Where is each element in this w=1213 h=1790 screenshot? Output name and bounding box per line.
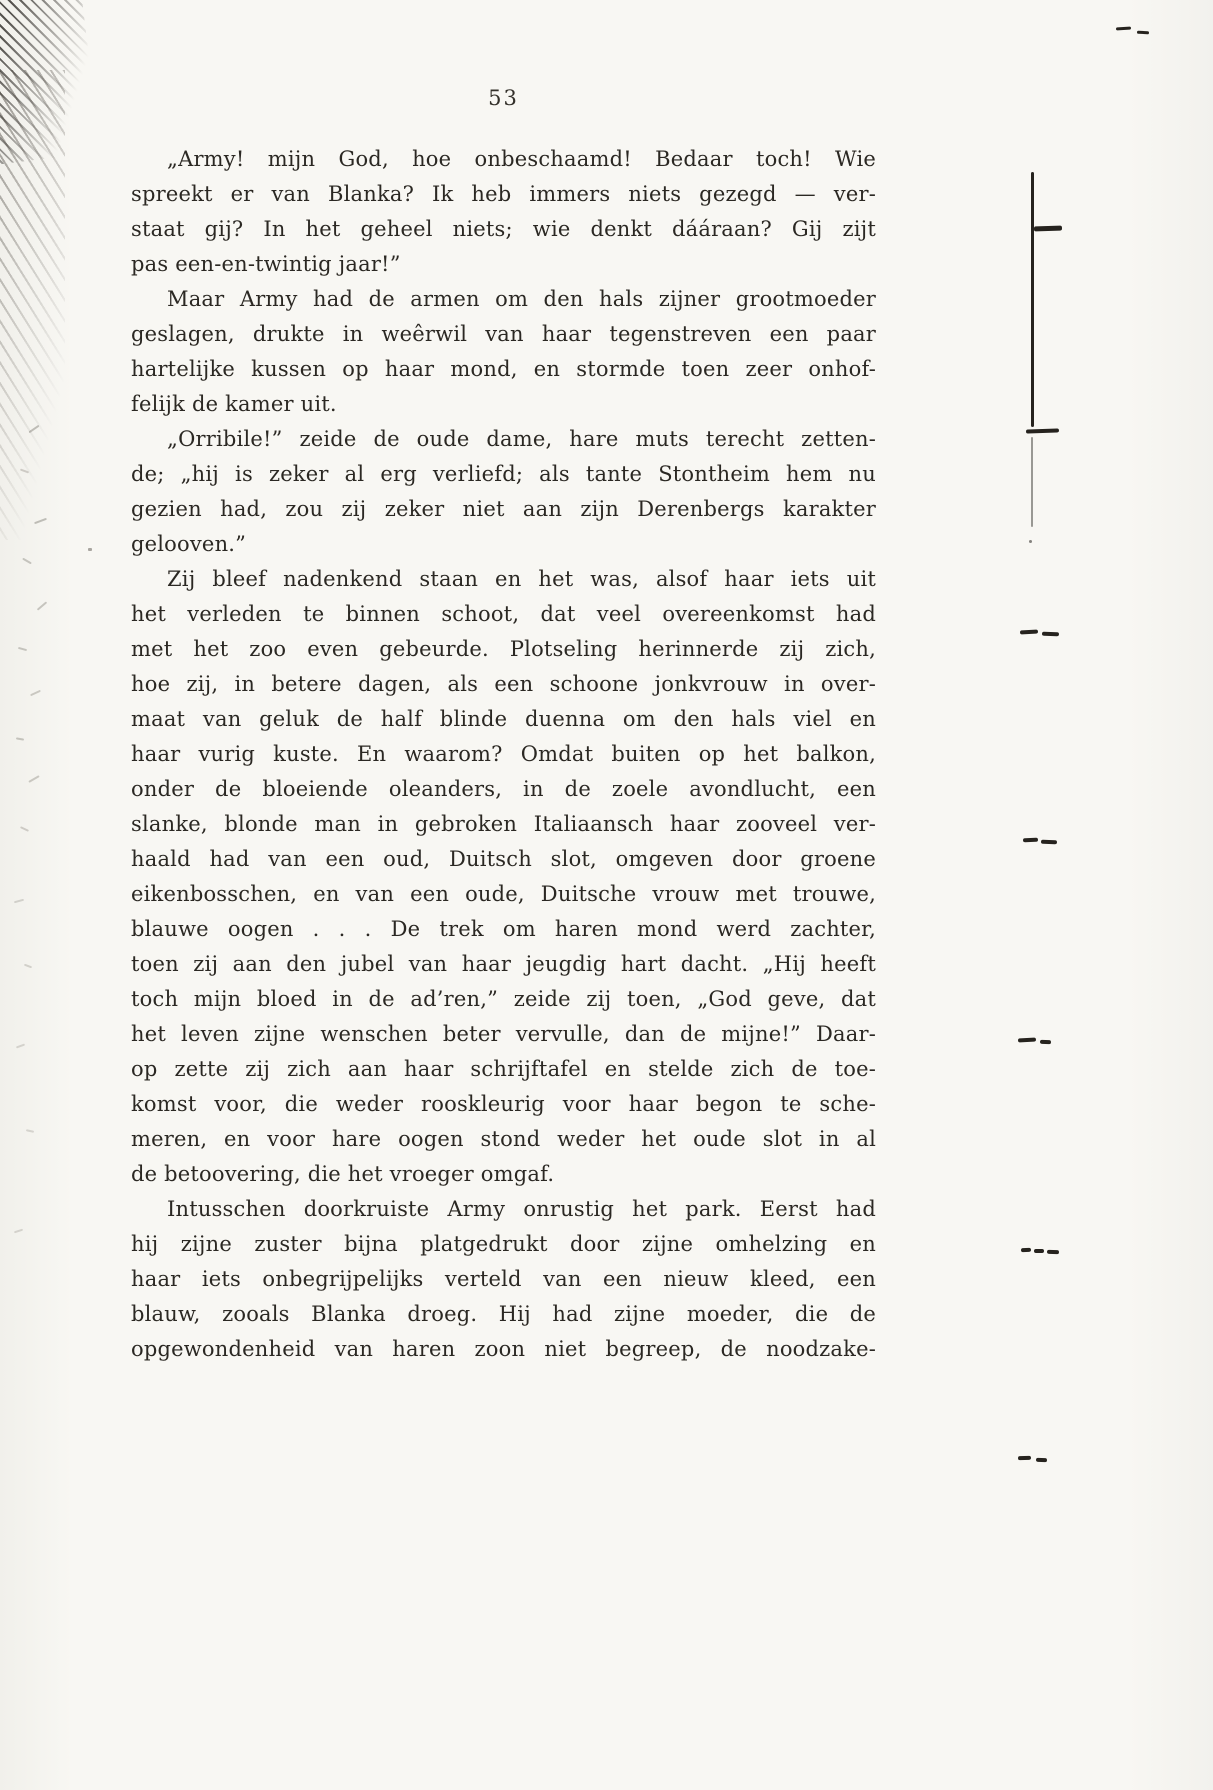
paragraph bbox=[131, 1192, 876, 1367]
page-number: 53 bbox=[488, 86, 519, 110]
text-line: hij zijne zuster bijna platgedrukt door zijne omhelzing en bbox=[131, 1232, 876, 1256]
margin-pencil-mark bbox=[1042, 632, 1059, 637]
margin-pencil-line bbox=[1031, 437, 1033, 527]
margin-pencil-mark bbox=[1034, 226, 1062, 232]
scan-speck bbox=[37, 601, 47, 610]
page-text bbox=[131, 142, 876, 1367]
margin-pencil-line bbox=[1031, 172, 1034, 427]
scan-speck bbox=[24, 964, 32, 969]
margin-pencil-mark bbox=[1018, 1456, 1031, 1460]
text-line: blauwe oogen . . . De trek om haren mond werd zachter, bbox=[131, 917, 876, 941]
text-line: pas een-en-twintig jaar!” bbox=[131, 252, 401, 276]
text-line: gezien had, zou zij zeker niet aan zijn Derenbergs karakter bbox=[131, 497, 876, 521]
text-line: Maar Army had de armen om den hals zijner grootmoeder bbox=[167, 287, 876, 311]
scan-speck bbox=[14, 1229, 23, 1234]
margin-pencil-mark bbox=[1021, 1248, 1031, 1253]
text-line: blauw, zooals Blanka droeg. Hij had zijne moeder, die de bbox=[131, 1302, 876, 1326]
margin-pencil-mark bbox=[1041, 840, 1057, 845]
text-line: haald had van een oud, Duitsch slot, omgeven door groene bbox=[131, 847, 876, 871]
paragraph bbox=[131, 562, 876, 1192]
text-line: opgewondenheid van haren zoon niet begreep, de noodzake- bbox=[131, 1337, 876, 1361]
scan-speck bbox=[28, 775, 39, 783]
text-line: toch mijn bloed in de ad’ren,” zeide zij toen, „God geve, dat bbox=[131, 987, 876, 1011]
text-line: onder de bloeiende oleanders, in de zoele avondlucht, een bbox=[131, 777, 876, 801]
paragraph bbox=[131, 142, 876, 282]
text-line: geslagen, drukte in weêrwil van haar tegenstreven een paar bbox=[131, 322, 876, 346]
margin-pencil-mark bbox=[1116, 26, 1131, 30]
margin-pencil-mark bbox=[1034, 1249, 1044, 1253]
text-line: meren, en voor hare oogen stond weder het oude slot in al bbox=[131, 1127, 876, 1151]
scan-speck bbox=[22, 558, 32, 565]
margin-pencil-mark bbox=[1018, 1038, 1036, 1043]
text-line: hoe zij, in betere dagen, als een schoone jonkvrouw in over- bbox=[131, 672, 876, 696]
scan-speck bbox=[88, 548, 92, 551]
text-line: haar iets onbegrijpelijks verteld van een nieuw kleed, een bbox=[131, 1267, 876, 1291]
text-line: „Orribile!” zeide de oude dame, hare muts terecht zetten- bbox=[167, 427, 876, 451]
text-line: felijk de kamer uit. bbox=[131, 392, 337, 416]
paragraph bbox=[131, 282, 876, 422]
text-line: Intusschen doorkruiste Army onrustig het park. Eerst had bbox=[167, 1197, 876, 1221]
text-line: slanke, blonde man in gebroken Italiaansch haar zooveel ver- bbox=[131, 812, 876, 836]
text-line: spreekt er van Blanka? Ik heb immers niets gezegd — ver- bbox=[131, 182, 876, 206]
scan-edge-artifact bbox=[0, 70, 65, 540]
text-line: de betoovering, die het vroeger omgaf. bbox=[131, 1162, 555, 1186]
margin-pencil-mark bbox=[1047, 1250, 1059, 1254]
text-line: het verleden te binnen schoot, dat veel overeenkomst had bbox=[131, 602, 876, 626]
margin-pencil-mark bbox=[1036, 1458, 1047, 1462]
text-line: „Army! mijn God, hoe onbeschaamd! Bedaar toch! Wie bbox=[167, 147, 876, 171]
margin-pencil-mark bbox=[1026, 428, 1059, 433]
scan-speck bbox=[26, 1129, 34, 1133]
text-line: de; „hij is zeker al erg verliefd; als tante Stontheim hem nu bbox=[131, 462, 876, 486]
text-line: met het zoo even gebeurde. Plotseling herinnerde zij zich, bbox=[131, 637, 876, 661]
text-line: gelooven.” bbox=[131, 532, 247, 556]
margin-pencil-mark bbox=[1020, 630, 1038, 635]
scan-speck bbox=[20, 826, 29, 832]
text-line: toen zij aan den jubel van haar jeugdig hart dacht. „Hij heeft bbox=[131, 952, 876, 976]
margin-pencil-mark bbox=[1029, 540, 1032, 543]
text-line: komst voor, die weder rooskleurig voor haar begon te sche- bbox=[131, 1092, 876, 1116]
margin-pencil-mark bbox=[1137, 31, 1149, 35]
text-line: het leven zijne wenschen beter vervulle, dan de mijne!” Daar- bbox=[131, 1022, 876, 1046]
paragraph bbox=[131, 422, 876, 562]
scan-speck bbox=[14, 899, 24, 904]
text-line: op zette zij zich aan haar schrijftafel en stelde zich de toe- bbox=[131, 1057, 876, 1081]
margin-pencil-mark bbox=[1040, 1040, 1051, 1044]
text-line: hartelijke kussen op haar mond, en stormde toen zeer onhof- bbox=[131, 357, 876, 381]
margin-pencil-mark bbox=[1023, 838, 1038, 843]
text-line: staat gij? In het geheel niets; wie denkt dááraan? Gij zijt bbox=[131, 217, 876, 241]
text-line: maat van geluk de half blinde duenna om den hals viel en bbox=[131, 707, 876, 731]
scan-speck bbox=[16, 737, 24, 740]
scan-speck bbox=[16, 1044, 25, 1049]
scan-speck bbox=[18, 647, 27, 651]
text-line: haar vurig kuste. En waarom? Omdat buiten op het balkon, bbox=[131, 742, 876, 766]
text-line: eikenbosschen, en van een oude, Duitsche vrouw met trouwe, bbox=[131, 882, 876, 906]
scan-speck bbox=[30, 690, 41, 696]
text-line: Zij bleef nadenkend staan en het was, alsof haar iets uit bbox=[167, 567, 876, 591]
